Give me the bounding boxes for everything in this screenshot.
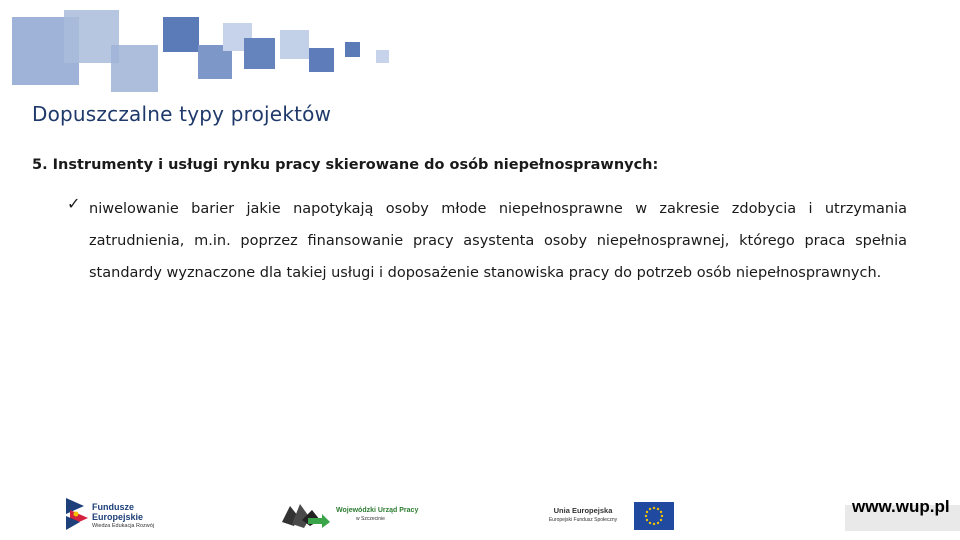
logo-fundusze-europejskie: [66, 496, 178, 534]
wup-emblem-icon: [282, 500, 330, 528]
fe-logo-line2: Europejskie: [92, 512, 144, 522]
decor-square: [280, 30, 309, 59]
logo-wup: [282, 500, 432, 530]
decor-square: [163, 17, 199, 52]
website-url[interactable]: www.wup.pl: [852, 497, 950, 516]
check-mark-icon: ✓: [67, 194, 81, 213]
decor-square: [309, 48, 334, 72]
decor-square: [376, 50, 389, 63]
decor-square: [244, 38, 275, 69]
wup-logo-line2: w Szczecinie: [356, 516, 385, 522]
decor-square: [111, 45, 158, 92]
wup-logo-line1: Wojewódzki Urząd Pracy: [336, 507, 419, 514]
page-title: Dopuszczalne typy projektów: [32, 102, 332, 126]
fe-logo-line1: Fundusze: [92, 502, 134, 512]
fe-logo-line3: Wiedza Edukacja Rozwój: [92, 523, 155, 529]
ue-logo-line2: Europejski Fundusz Społeczny: [548, 517, 618, 523]
fundusze-europejskie-emblem-icon: [66, 496, 88, 532]
logo-unia-europejska: [538, 502, 678, 532]
bullet-text: niwelowanie barier jakie napotykają osoby młode niepełnosprawne w zakresie zdobycia i utrzymania zatrudnienia, m.in. poprzez finansowanie pracy asystenta osoby niepełnosprawnej, którego praca spełnia standardy wyznaczone dla takiej usługi i doposażenie stanowiska pracy do potrzeb osób niepełnosprawnych.: [89, 201, 907, 281]
eu-flag-icon: [634, 502, 674, 530]
decor-square: [345, 42, 360, 57]
ue-logo-line1: Unia Europejska: [553, 506, 613, 515]
section-heading: 5. Instrumenty i usługi rynku pracy skierowane do osób niepełnosprawnych:: [32, 157, 659, 173]
